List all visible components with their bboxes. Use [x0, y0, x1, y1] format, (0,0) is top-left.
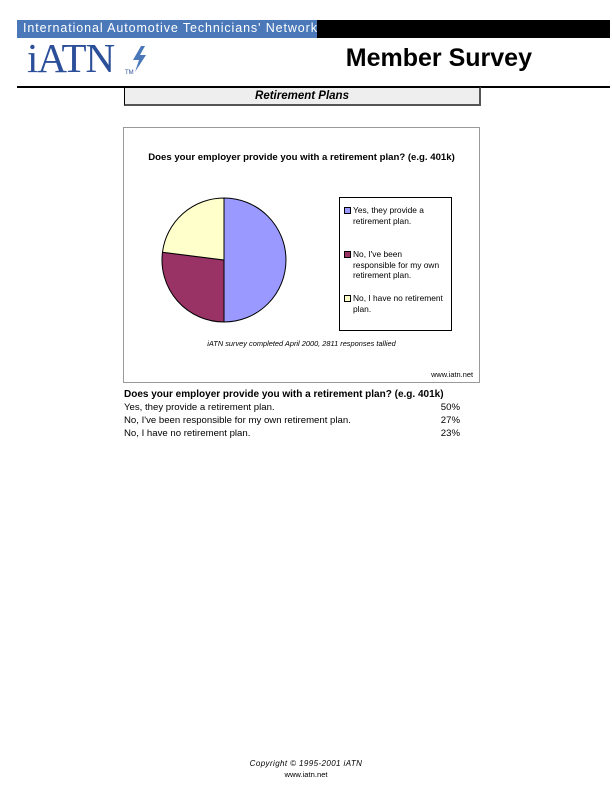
row-label: No, I've been responsible for my own retirement plan. — [124, 415, 351, 426]
legend-swatch — [344, 251, 351, 258]
legend-swatch — [344, 207, 351, 214]
legend-line: No, I've been — [353, 249, 403, 259]
network-name: International Automotive Technicians' Network — [23, 21, 318, 35]
row-value: 50% — [440, 402, 460, 413]
pie-slice-0 — [224, 198, 286, 322]
table-title: Does your employer provide you with a retirement plan? (e.g. 401k) — [124, 389, 444, 400]
chart-legend — [339, 197, 452, 331]
legend-label — [353, 293, 443, 314]
section-label: Retirement Plans — [255, 90, 349, 102]
section-heading — [124, 87, 481, 106]
logo-trademark: TM — [125, 70, 134, 76]
logo-wordmark: iATN — [27, 35, 115, 81]
pie-chart — [154, 190, 294, 330]
pie-slice-2 — [162, 198, 224, 260]
legend-line: plan. — [353, 303, 372, 314]
row-label: Yes, they provide a retirement plan. — [124, 402, 275, 413]
iatn-logo — [27, 35, 162, 82]
page-title: Member Survey — [345, 44, 532, 72]
legend-line: Yes, they provide a — [353, 205, 424, 215]
legend-line: No, I have no retirement — [353, 293, 443, 303]
legend-line: retirement plan. — [353, 215, 412, 226]
legend-line: responsible for my own — [353, 259, 440, 270]
table-row — [124, 402, 460, 414]
legend-label — [353, 205, 424, 226]
table-row — [124, 415, 460, 427]
row-value: 23% — [440, 428, 460, 439]
chart-note: iATN survey completed April 2000, 2811 responses tallied — [207, 339, 396, 348]
copyright: Copyright © 1995-2001 iATN — [249, 759, 363, 768]
legend-line: retirement plan. — [353, 270, 412, 280]
legend-label — [353, 249, 439, 281]
legend-swatch — [344, 295, 351, 302]
chart-frame — [123, 127, 480, 383]
chart-url: www.iatn.net — [431, 370, 473, 379]
row-value: 27% — [440, 415, 460, 426]
chart-title: Does your employer provide you with a retirement plan? (e.g. 401k) — [148, 152, 455, 163]
footer-url: www.iatn.net — [284, 770, 328, 779]
pie-slice-1 — [162, 252, 224, 322]
table-row — [124, 428, 460, 440]
row-label: No, I have no retirement plan. — [124, 428, 251, 439]
